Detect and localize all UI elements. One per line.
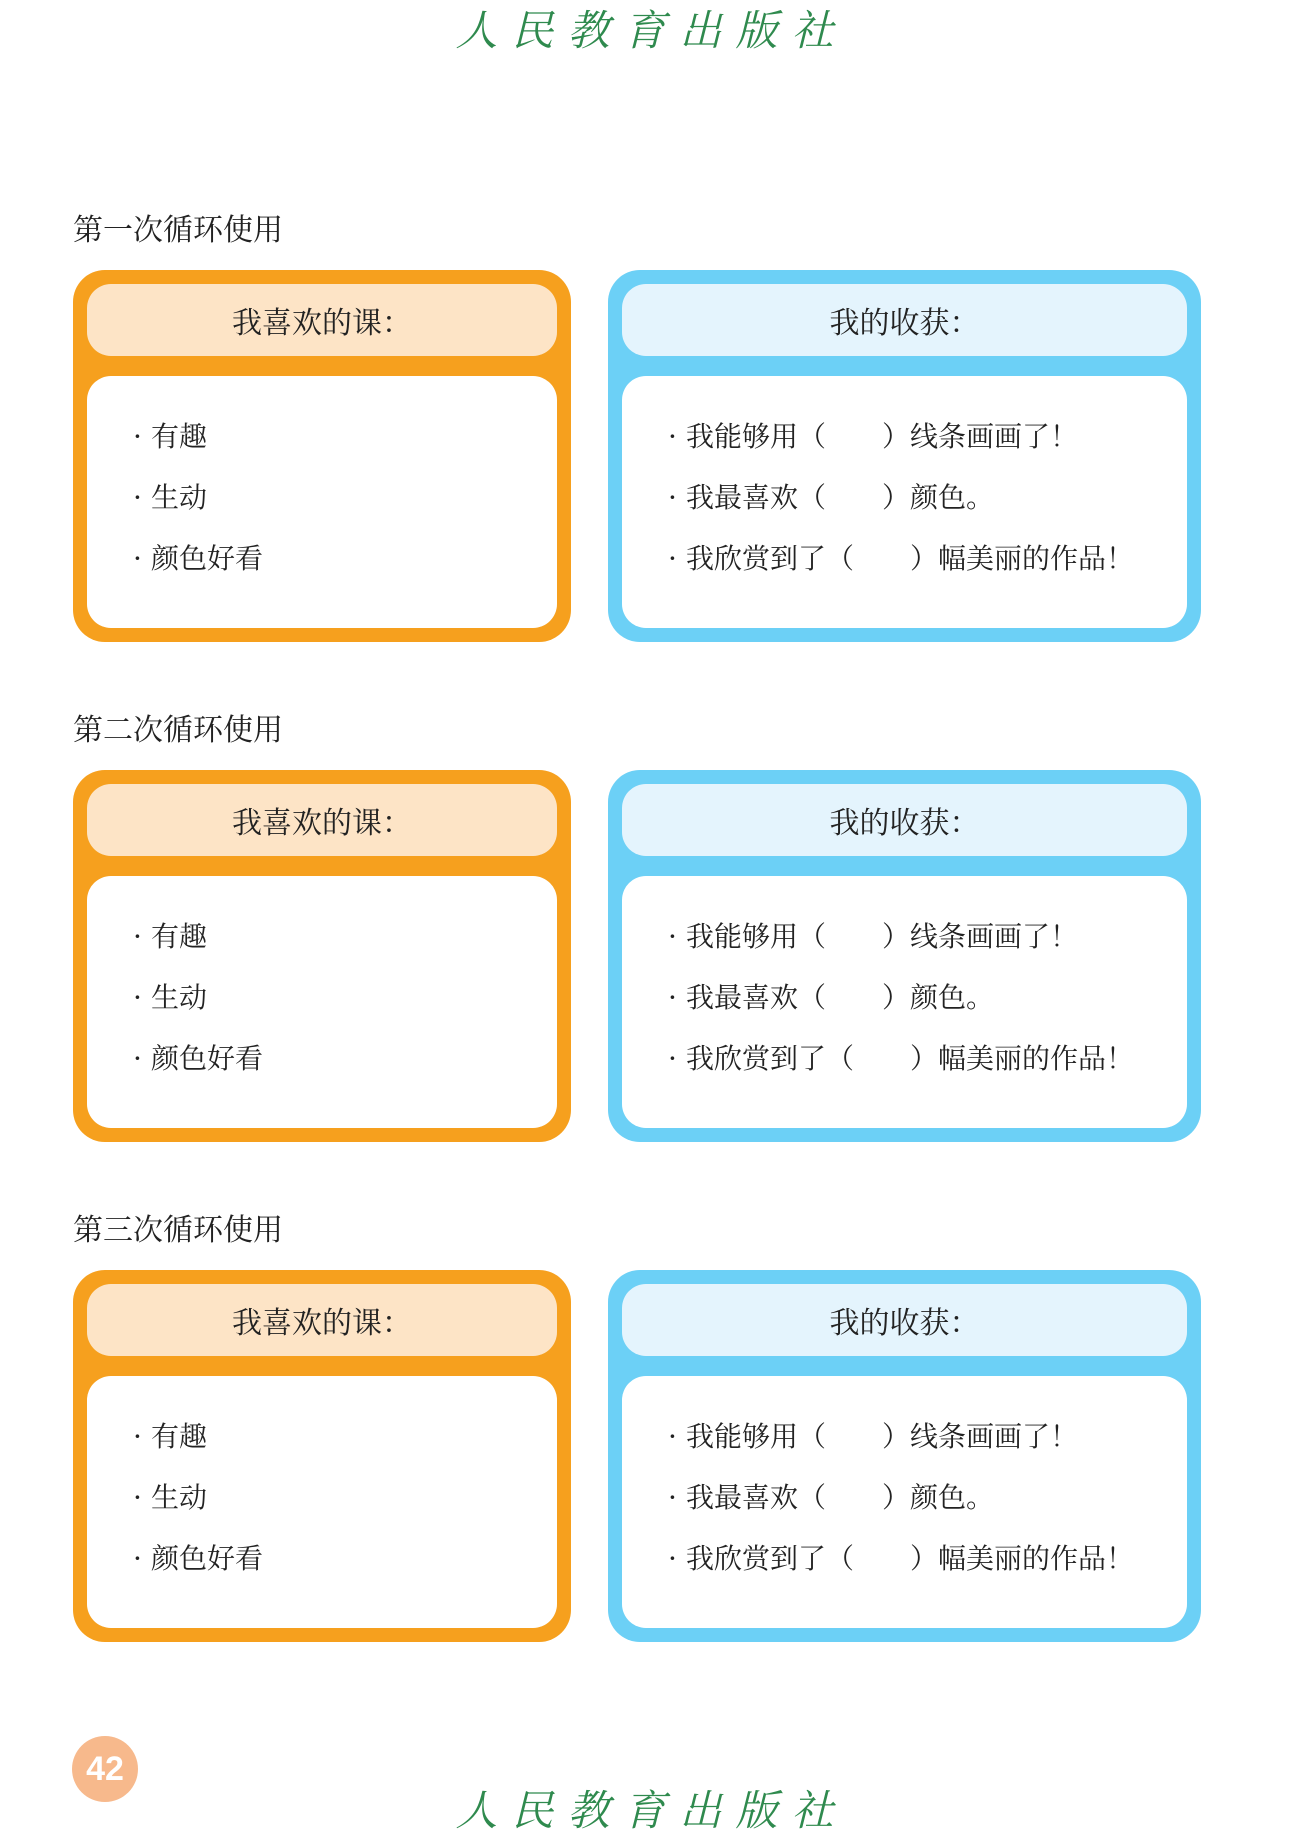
gain-card-body xyxy=(622,876,1187,1128)
like-card-2 xyxy=(73,770,571,1142)
list-item: · 有趣 xyxy=(133,920,208,953)
gain-card-heading: 我的收获： xyxy=(622,284,1187,356)
list-item: · 生动 xyxy=(133,1481,208,1514)
publisher-footer: 人民教育出版社 xyxy=(455,1786,848,1835)
gain-card-body xyxy=(622,1376,1187,1628)
list-item: · 颜色好看 xyxy=(133,1542,264,1575)
list-item: · 我能够用（ ）线条画画了！ xyxy=(668,920,1079,953)
like-card-body xyxy=(87,876,557,1128)
list-item: · 我能够用（ ）线条画画了！ xyxy=(668,420,1079,453)
list-item: · 生动 xyxy=(133,481,208,514)
list-item: · 有趣 xyxy=(133,420,208,453)
section-title-2: 第二次循环使用 xyxy=(73,713,283,748)
like-card-3 xyxy=(73,1270,571,1642)
gain-card-3 xyxy=(608,1270,1201,1642)
list-item: · 颜色好看 xyxy=(133,542,264,575)
list-item: · 我最喜欢（ ）颜色。 xyxy=(668,481,995,514)
list-item: · 颜色好看 xyxy=(133,1042,264,1075)
gain-card-1 xyxy=(608,270,1201,642)
list-item: · 我欣赏到了（ ）幅美丽的作品！ xyxy=(668,542,1135,575)
like-card-body xyxy=(87,1376,557,1628)
section-title-1: 第一次循环使用 xyxy=(73,213,283,248)
like-card-heading: 我喜欢的课： xyxy=(87,784,557,856)
like-card-heading: 我喜欢的课： xyxy=(87,1284,557,1356)
gain-card-heading: 我的收获： xyxy=(622,784,1187,856)
gain-card-2 xyxy=(608,770,1201,1142)
publisher-header: 人民教育出版社 xyxy=(455,6,848,55)
list-item: · 我欣赏到了（ ）幅美丽的作品！ xyxy=(668,1042,1135,1075)
list-item: · 我最喜欢（ ）颜色。 xyxy=(668,981,995,1014)
list-item: · 我欣赏到了（ ）幅美丽的作品！ xyxy=(668,1542,1135,1575)
section-title-3: 第三次循环使用 xyxy=(73,1213,283,1248)
like-card-1 xyxy=(73,270,571,642)
like-card-heading: 我喜欢的课： xyxy=(87,284,557,356)
list-item: · 有趣 xyxy=(133,1420,208,1453)
page-number-badge: 42 xyxy=(72,1736,138,1802)
list-item: · 我最喜欢（ ）颜色。 xyxy=(668,1481,995,1514)
gain-card-body xyxy=(622,376,1187,628)
list-item: · 我能够用（ ）线条画画了！ xyxy=(668,1420,1079,1453)
like-card-body xyxy=(87,376,557,628)
list-item: · 生动 xyxy=(133,981,208,1014)
gain-card-heading: 我的收获： xyxy=(622,1284,1187,1356)
